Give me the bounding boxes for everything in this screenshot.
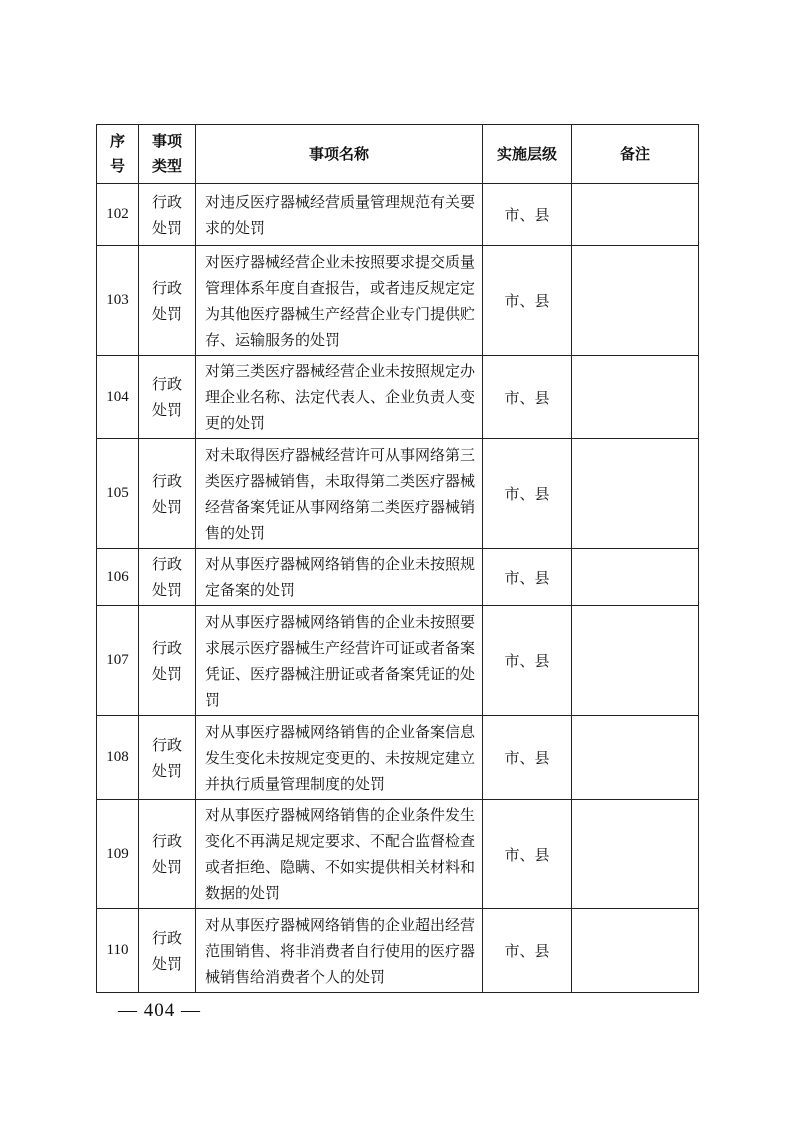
table-row: [97, 246, 699, 356]
row-item-type: [139, 246, 196, 356]
row-level: 市、县: [483, 246, 572, 356]
header-type: [139, 125, 196, 184]
row-item-name: 对从事医疗器械网络销售的企业未按照要求展示医疗器械生产经营许可证或者备案凭证、医疗器械注册证或者备案凭证的处罚: [196, 606, 483, 716]
row-number: 102: [97, 184, 139, 246]
table-row: [97, 356, 699, 439]
table-row: [97, 716, 699, 800]
header-type-line-2: 类型: [151, 157, 182, 175]
row-item-type: [139, 356, 196, 439]
table-header-row: [97, 125, 699, 184]
row-note: [572, 246, 699, 356]
header-number-line-2: 号: [109, 157, 125, 175]
row-level: 市、县: [483, 800, 572, 909]
page-number: — 404 —: [118, 1000, 201, 1021]
row-note: [572, 606, 699, 716]
row-level: 市、县: [483, 184, 572, 246]
row-item-type-line-1: 行政: [151, 735, 182, 754]
row-level: 市、县: [483, 716, 572, 800]
row-level: 市、县: [483, 549, 572, 606]
items-table: [96, 124, 699, 993]
header-name: 事项名称: [196, 125, 483, 184]
row-number: 109: [97, 800, 139, 909]
row-item-type: [139, 909, 196, 993]
table-row: [97, 184, 699, 246]
row-item-type-line-2: 处罚: [151, 858, 182, 876]
row-number: 104: [97, 356, 139, 439]
row-item-name: 对从事医疗器械网络销售的企业未按照规定备案的处罚: [196, 549, 483, 606]
row-item-name: 对从事医疗器械网络销售的企业超出经营范围销售、将非消费者自行使用的医疗器械销售给消费者个人的处罚: [196, 909, 483, 993]
row-item-type-line-2: 处罚: [151, 581, 182, 599]
row-item-type: [139, 439, 196, 549]
row-number: 105: [97, 439, 139, 549]
row-note: [572, 439, 699, 549]
row-item-type-line-1: 行政: [151, 638, 182, 657]
row-item-type: [139, 800, 196, 909]
row-item-type-line-1: 行政: [151, 192, 182, 211]
row-number: 103: [97, 246, 139, 356]
row-level: 市、县: [483, 356, 572, 439]
row-item-type: [139, 606, 196, 716]
row-item-type: [139, 549, 196, 606]
row-item-type-line-1: 行政: [151, 278, 182, 297]
table-row: [97, 909, 699, 993]
header-number: [97, 125, 139, 184]
row-item-name: 对医疗器械经营企业未按照要求提交质量管理体系年度自查报告，或者违反规定定为其他医疗器械生产经营企业专门提供贮存、运输服务的处罚: [196, 246, 483, 356]
row-note: [572, 549, 699, 606]
row-note: [572, 716, 699, 800]
row-item-type-line-1: 行政: [151, 832, 182, 850]
header-level: 实施层级: [483, 125, 572, 184]
row-item-name: 对第三类医疗器械经营企业未按照规定办理企业名称、法定代表人、企业负责人变更的处罚: [196, 356, 483, 439]
row-note: [572, 184, 699, 246]
row-item-type-line-2: 处罚: [151, 664, 182, 683]
header-number-line-1: 序: [109, 132, 125, 150]
row-item-name: 对违反医疗器械经营质量管理规范有关要求的处罚: [196, 184, 483, 246]
row-note: [572, 356, 699, 439]
table-row: [97, 439, 699, 549]
row-item-name: 对从事医疗器械网络销售的企业备案信息发生变化未按规定变更的、未按规定建立并执行质量管理制度的处罚: [196, 716, 483, 800]
row-item-type-line-1: 行政: [151, 471, 182, 490]
row-level: 市、县: [483, 606, 572, 716]
row-item-type-line-1: 行政: [151, 375, 182, 393]
row-item-type-line-2: 处罚: [151, 218, 182, 237]
row-item-type-line-2: 处罚: [151, 497, 182, 516]
row-item-type-line-1: 行政: [151, 555, 182, 573]
row-item-name: 对从事医疗器械网络销售的企业条件发生变化不再满足规定要求、不配合监督检查或者拒绝、隐瞒、不如实提供相关材料和数据的处罚: [196, 800, 483, 909]
table-row: [97, 549, 699, 606]
row-note: [572, 909, 699, 993]
row-number: 106: [97, 549, 139, 606]
header-type-line-1: 事项: [151, 132, 182, 150]
row-item-type-line-2: 处罚: [151, 761, 182, 780]
row-number: 107: [97, 606, 139, 716]
table-body: [97, 184, 699, 993]
row-item-type: [139, 184, 196, 246]
row-level: 市、县: [483, 439, 572, 549]
row-item-name: 对未取得医疗器械经营许可从事网络第三类医疗器械销售，未取得第二类医疗器械经营备案凭证从事网络第二类医疗器械销售的处罚: [196, 439, 483, 549]
row-item-type-line-1: 行政: [151, 928, 182, 947]
row-item-type: [139, 716, 196, 800]
row-item-type-line-2: 处罚: [151, 304, 182, 323]
row-item-type-line-2: 处罚: [151, 401, 182, 419]
table-row: [97, 800, 699, 909]
row-level: 市、县: [483, 909, 572, 993]
row-number: 108: [97, 716, 139, 800]
row-note: [572, 800, 699, 909]
row-item-type-line-2: 处罚: [151, 954, 182, 973]
header-note: 备注: [572, 125, 699, 184]
table-row: [97, 606, 699, 716]
row-number: 110: [97, 909, 139, 993]
